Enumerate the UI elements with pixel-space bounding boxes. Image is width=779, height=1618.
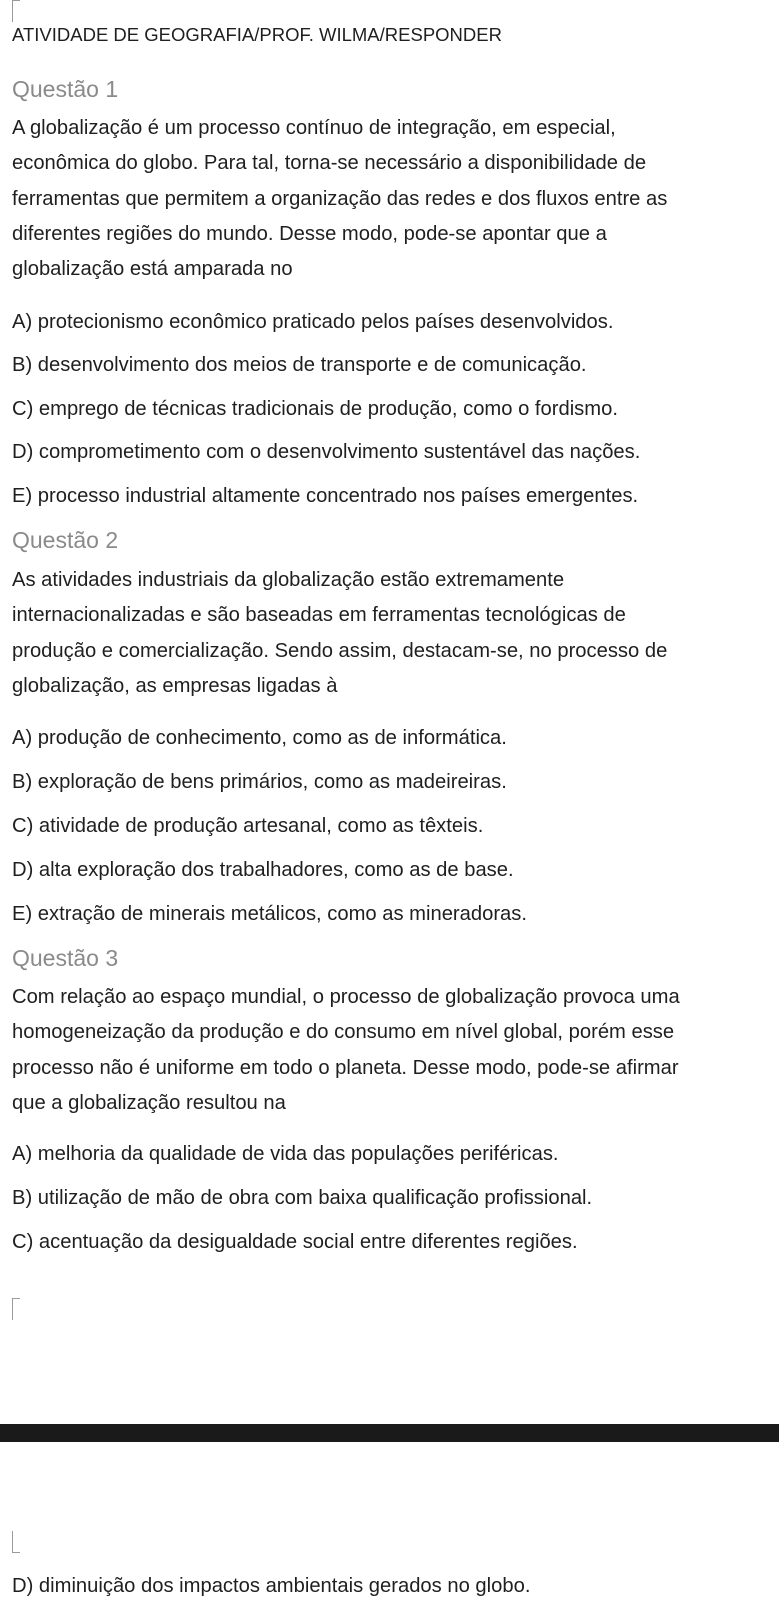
statement-line: Com relação ao espaço mundial, o processo de globalização provoca uma bbox=[12, 986, 680, 1008]
statement-line: econômica do globo. Para tal, torna-se necessário a disponibilidade de bbox=[12, 152, 647, 175]
question-3-statement bbox=[12, 980, 779, 1121]
page-title: ATIVIDADE DE GEOGRAFIA/PROF. WILMA/RESPONDER bbox=[12, 24, 502, 45]
statement-line: homogeneização da produção e do consumo em nível global, porém esse bbox=[12, 1021, 675, 1044]
statement-line: internacionalizadas e são baseadas em ferramentas tecnológicas de bbox=[12, 604, 626, 627]
statement-line: globalização está amparada no bbox=[12, 258, 293, 281]
question-3-heading: Questão 3 bbox=[12, 945, 119, 971]
question-3-option-b: B) utilização de mão de obra com baixa qualificação profissional. bbox=[12, 1187, 593, 1209]
question-2-option-b: B) exploração de bens primários, como as madeireiras. bbox=[12, 771, 507, 793]
question-1-option-e: E) processo industrial altamente concentrado nos países emergentes. bbox=[12, 485, 639, 507]
statement-line: A globalização é um processo contínuo de integração, em especial, bbox=[12, 117, 616, 139]
statement-line: que a globalização resultou na bbox=[12, 1091, 286, 1114]
question-1-option-a: A) protecionismo econômico praticado pelos países desenvolvidos. bbox=[12, 311, 614, 333]
question-1-statement bbox=[12, 111, 779, 287]
statement-line: diferentes regiões do mundo. Desse modo, pode-se apontar que a bbox=[12, 222, 607, 245]
question-2-option-a: A) produção de conhecimento, como as de informática. bbox=[12, 727, 507, 749]
question-1-option-d: D) comprometimento com o desenvolvimento sustentável das nações. bbox=[12, 441, 641, 463]
question-1-option-c: C) emprego de técnicas tradicionais de produção, como o fordismo. bbox=[12, 398, 618, 420]
page-corner-mark-bottom bbox=[12, 1531, 13, 1553]
question-3-option-a: A) melhoria da qualidade de vida das populações periféricas. bbox=[12, 1143, 559, 1165]
page-break-bar bbox=[0, 1424, 779, 1442]
question-2-option-e: E) extração de minerais metálicos, como as mineradoras. bbox=[12, 903, 527, 925]
statement-line: As atividades industriais da globalização estão extremamente bbox=[12, 569, 565, 591]
question-3-option-c: C) acentuação da desigualdade social entre diferentes regiões. bbox=[12, 1231, 578, 1253]
question-2-statement bbox=[12, 563, 779, 704]
statement-line: globalização, as empresas ligadas à bbox=[12, 674, 338, 697]
page-corner-mark-top bbox=[12, 0, 13, 22]
question-2-option-d: D) alta exploração dos trabalhadores, como as de base. bbox=[12, 859, 514, 881]
question-2-heading: Questão 2 bbox=[12, 527, 119, 553]
page-corner-mark-middle bbox=[12, 1298, 13, 1320]
question-1-heading: Questão 1 bbox=[12, 76, 119, 102]
statement-line: produção e comercialização. Sendo assim, destacam-se, no processo de bbox=[12, 639, 668, 662]
question-3-option-d: D) diminuição dos impactos ambientais gerados no globo. bbox=[12, 1575, 531, 1597]
statement-line: processo não é uniforme em todo o planeta. Desse modo, pode-se afirmar bbox=[12, 1056, 679, 1079]
question-1-option-b: B) desenvolvimento dos meios de transporte e de comunicação. bbox=[12, 354, 587, 376]
statement-line: ferramentas que permitem a organização das redes e dos fluxos entre as bbox=[12, 187, 668, 210]
question-2-option-c: C) atividade de produção artesanal, como as têxteis. bbox=[12, 815, 484, 837]
